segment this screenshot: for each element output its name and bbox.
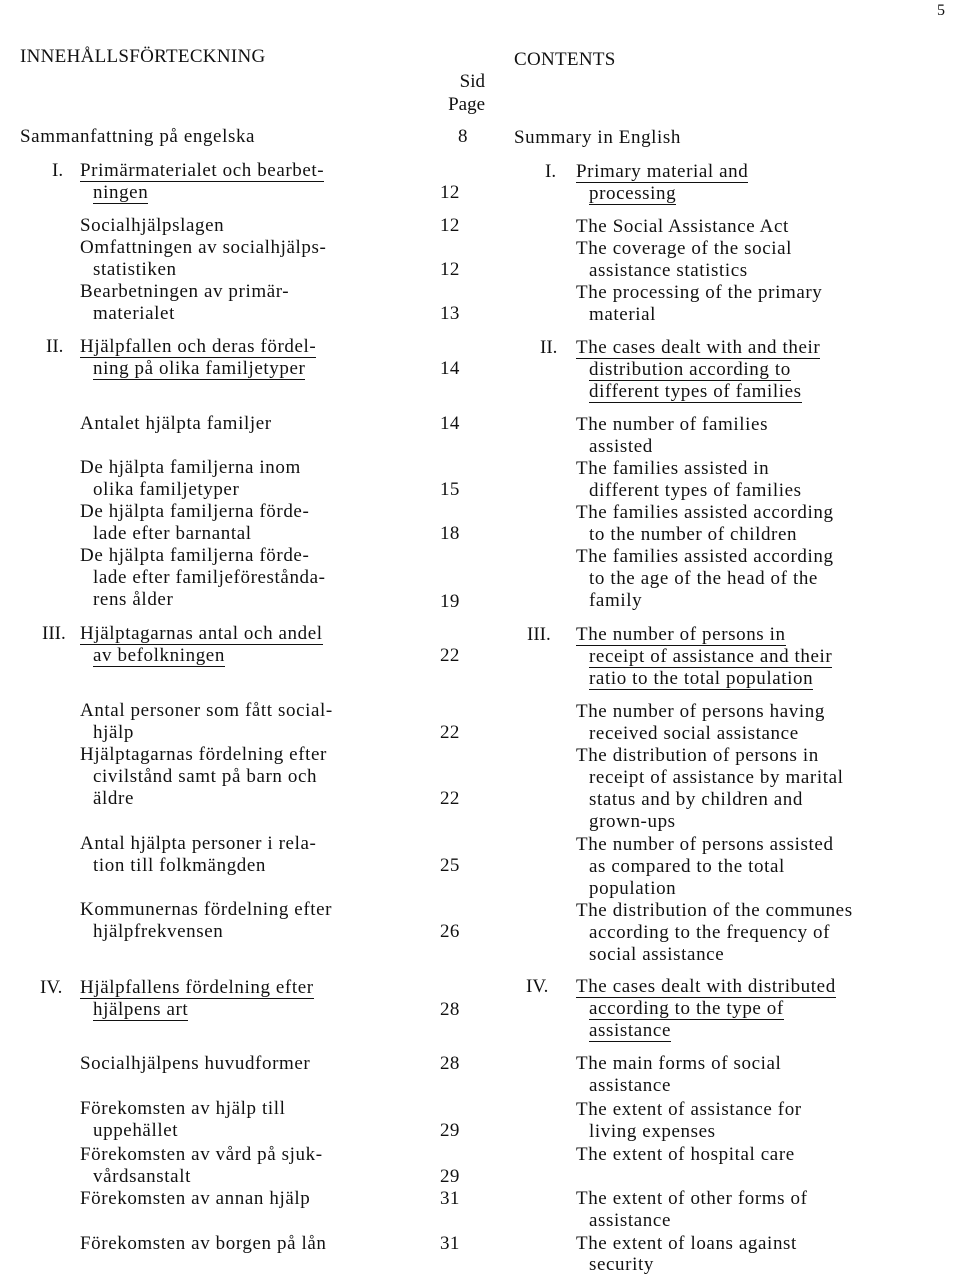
page-label: Page [448, 94, 485, 115]
toc-entry-page: 31 [440, 1233, 460, 1254]
toc-entry-english: receipt of assistance by marital [589, 767, 844, 788]
chapter-roman: I. [52, 160, 64, 181]
toc-entry-page: 25 [440, 855, 460, 876]
toc-entry-english: The coverage of the social [576, 238, 793, 259]
toc-entry-english: material [589, 304, 657, 325]
toc-entry-swedish: vårdsanstalt [93, 1166, 191, 1187]
toc-entry-page: 12 [440, 215, 460, 236]
toc-entry-swedish: De hjälpta familjerna förde- [80, 545, 310, 566]
chapter-title-swedish: ningen [93, 182, 149, 203]
toc-entry-page: 14 [440, 413, 460, 434]
toc-entry-english: The families assisted according [576, 502, 834, 523]
chapter-title-english: Primary material and [576, 161, 749, 182]
toc-entry-swedish: Socialhjälpens huvudformer [80, 1053, 311, 1074]
toc-entry-english: assistance statistics [589, 260, 748, 281]
toc-entry-english: The families assisted in [576, 458, 770, 479]
toc-entry-page: 18 [440, 523, 460, 544]
toc-entry-english: status and by children and [589, 789, 803, 810]
toc-entry-english: The number of persons assisted [576, 834, 834, 855]
toc-entry-english: The processing of the primary [576, 282, 823, 303]
summary-english: Summary in English [514, 127, 682, 148]
chapter-roman: IV. [40, 977, 63, 998]
toc-entry-english: assisted [589, 436, 653, 457]
english-heading: CONTENTS [514, 49, 616, 70]
toc-entry-page: 22 [440, 722, 460, 743]
toc-entry-english: The Social Assistance Act [576, 216, 789, 237]
toc-entry-swedish: civilstånd samt på barn och [93, 766, 318, 787]
toc-entry-english: The distribution of the communes [576, 900, 853, 921]
toc-entry-swedish: Förekomsten av borgen på lån [80, 1233, 327, 1254]
toc-entry-page: 13 [440, 303, 460, 324]
toc-entry-page: 28 [440, 1053, 460, 1074]
toc-entry-english: as compared to the total [589, 856, 785, 877]
toc-entry-english: The distribution of persons in [576, 745, 819, 766]
toc-entry-swedish: lade efter familjeförestånda- [93, 567, 326, 588]
toc-entry-english: family [589, 590, 643, 611]
chapter-title-swedish: Hjälptagarnas antal och andel [80, 623, 323, 644]
page-number: 5 [937, 2, 945, 19]
chapter-title-swedish: av befolkningen [93, 645, 225, 666]
toc-entry-swedish: Kommunernas fördelning efter [80, 899, 333, 920]
chapter-roman-english: IV. [526, 976, 549, 997]
chapter-page: 28 [440, 999, 460, 1020]
toc-entry-english: assistance [589, 1075, 671, 1096]
chapter-page: 12 [440, 182, 460, 203]
toc-entry-english: to the number of children [589, 524, 798, 545]
toc-entry-page: 29 [440, 1120, 460, 1141]
toc-entry-swedish: De hjälpta familjerna inom [80, 457, 301, 478]
toc-entry-page: 31 [440, 1188, 460, 1209]
chapter-title-english: The cases dealt with distributed [576, 976, 836, 997]
toc-entry-english: The families assisted according [576, 546, 834, 567]
summary-swedish: Sammanfattning på engelska [20, 126, 256, 147]
toc-entry-english: The extent of hospital care [576, 1144, 795, 1165]
toc-entry-swedish: Antal hjälpta personer i rela- [80, 833, 317, 854]
toc-entry-english: The extent of loans against [576, 1233, 797, 1254]
toc-entry-swedish: Förekomsten av annan hjälp [80, 1188, 311, 1209]
chapter-roman-english: II. [540, 337, 558, 358]
chapter-roman-english: III. [527, 624, 551, 645]
toc-entry-english: social assistance [589, 944, 725, 965]
toc-entry-english: different types of families [589, 480, 802, 501]
sid-label: Sid [459, 71, 485, 92]
chapter-title-english: ratio to the total population [589, 668, 814, 689]
chapter-title-swedish: Hjälpfallen och deras fördel- [80, 336, 317, 357]
toc-entry-english: assistance [589, 1210, 671, 1231]
toc-entry-english: The main forms of social [576, 1053, 782, 1074]
chapter-title-english: processing [589, 183, 677, 204]
swedish-heading: INNEHÅLLSFÖRTECKNING [20, 46, 266, 67]
toc-entry-swedish: Hjälptagarnas fördelning efter [80, 744, 327, 765]
toc-entry-english: living expenses [589, 1121, 716, 1142]
toc-entry-page: 26 [440, 921, 460, 942]
toc-entry-english: received social assistance [589, 723, 799, 744]
toc-entry-swedish: Förekomsten av vård på sjuk- [80, 1144, 323, 1165]
chapter-roman-english: I. [545, 161, 557, 182]
toc-entry-english: The number of families [576, 414, 769, 435]
toc-entry-swedish: Bearbetningen av primär- [80, 281, 290, 302]
toc-entry-swedish: Förekomsten av hjälp till [80, 1098, 286, 1119]
chapter-title-swedish: Hjälpfallens fördelning efter [80, 977, 314, 998]
toc-entry-page: 22 [440, 788, 460, 809]
chapter-page: 14 [440, 358, 460, 379]
summary-page: 8 [458, 126, 468, 147]
toc-entry-swedish: Socialhjälpslagen [80, 215, 225, 236]
toc-entry-english: to the age of the head of the [589, 568, 818, 589]
chapter-roman: II. [46, 336, 64, 357]
toc-entry-swedish: Antalet hjälpta familjer [80, 413, 272, 434]
toc-entry-swedish: materialet [93, 303, 175, 324]
toc-entry-swedish: äldre [93, 788, 134, 809]
toc-entry-swedish: lade efter barnantal [93, 523, 252, 544]
chapter-title-swedish: ning på olika familjetyper [93, 358, 306, 379]
toc-entry-page: 12 [440, 259, 460, 280]
chapter-page: 22 [440, 645, 460, 666]
toc-entry-swedish: uppehället [93, 1120, 179, 1141]
toc-entry-swedish: statistiken [93, 259, 177, 280]
toc-entry-english: The number of persons having [576, 701, 825, 722]
toc-entry-swedish: Antal personer som fått social- [80, 700, 333, 721]
toc-entry-english: according to the frequency of [589, 922, 831, 943]
toc-entry-swedish: Omfattningen av socialhjälps- [80, 237, 327, 258]
toc-entry-english: security [589, 1254, 654, 1275]
chapter-title-english: receipt of assistance and their [589, 646, 833, 667]
chapter-title-english: assistance [589, 1020, 671, 1041]
toc-entry-english: The extent of other forms of [576, 1188, 808, 1209]
toc-entry-swedish: olika familjetyper [93, 479, 240, 500]
chapter-title-english: according to the type of [589, 998, 784, 1019]
toc-entry-swedish: hjälpfrekvensen [93, 921, 224, 942]
toc-entry-swedish: tion till folkmängden [93, 855, 267, 876]
chapter-title-swedish: Primärmaterialet och bearbet- [80, 160, 325, 181]
toc-entry-english: The extent of assistance for [576, 1099, 802, 1120]
page-column-header [433, 70, 485, 116]
toc-entry-english: grown-ups [589, 811, 676, 832]
toc-entry-page: 29 [440, 1166, 460, 1187]
chapter-title-swedish: hjälpens art [93, 999, 189, 1020]
chapter-title-english: different types of families [589, 381, 802, 402]
toc-entry-swedish: hjälp [93, 722, 134, 743]
toc-entry-page: 15 [440, 479, 460, 500]
chapter-title-english: distribution according to [589, 359, 791, 380]
chapter-title-english: The cases dealt with and their [576, 337, 821, 358]
chapter-title-english: The number of persons in [576, 624, 786, 645]
chapter-roman: III. [42, 623, 66, 644]
toc-entry-page: 19 [440, 591, 460, 612]
toc-entry-english: population [589, 878, 677, 899]
toc-entry-swedish: De hjälpta familjerna förde- [80, 501, 310, 522]
toc-entry-swedish: rens ålder [93, 589, 174, 610]
